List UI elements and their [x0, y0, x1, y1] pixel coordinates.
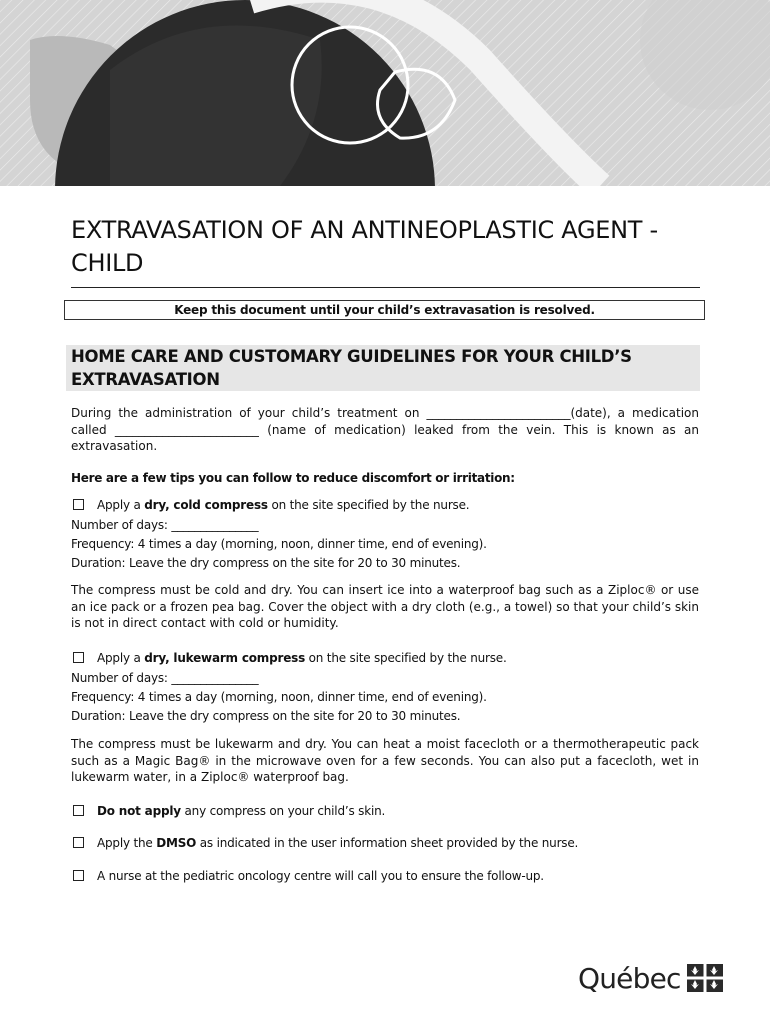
section-heading-box [66, 345, 700, 391]
no-compress-option[interactable]: Do not apply any compress on your child’s skin. [71, 803, 385, 819]
tips-heading: Here are a few tips you can follow to reduce discomfort or irritation: [71, 471, 515, 485]
dmso-option[interactable]: Apply the DMSO as indicated in the user information sheet provided by the nurse. [71, 835, 578, 851]
cold-days: Number of days: _______________ [71, 518, 259, 532]
title-divider [71, 287, 700, 288]
section-heading: HOME CARE AND CUSTOMARY GUIDELINES FOR YOUR CHILD’S EXTRAVASATION [71, 347, 632, 389]
document-title: EXTRAVASATION OF AN ANTINEOPLASTIC AGENT - CHILD [71, 216, 658, 277]
decorative-banner-graphic [0, 0, 770, 186]
intro-paragraph: During the administration of your child’s treatment on ________________________(date), a medication called ________________________ (name of medication) leaked from the vein. This is known as an extravasation. [71, 406, 699, 453]
cold-frequency: Frequency: 4 times a day (morning, noon, dinner time, end of evening). [71, 537, 487, 551]
cold-compress-option[interactable]: Apply a dry, cold compress on the site specified by the nurse. [71, 497, 469, 513]
warm-note: The compress must be lukewarm and dry. You can heat a moist facecloth or a thermotherapeutic pack such as a Magic Bag® in the microwave oven for a few seconds. You can also put a facecloth, wet in lukewarm water, in a Ziploc® waterproof bag. [71, 737, 699, 784]
followup-checkbox[interactable] [73, 870, 84, 881]
no-compress-label: Do not apply [97, 804, 181, 818]
warm-compress-option[interactable]: Apply a dry, lukewarm compress on the site specified by the nurse. [71, 650, 507, 666]
dmso-label: DMSO [156, 836, 197, 850]
quebec-wordmark: Québec [578, 961, 681, 995]
no-compress-checkbox[interactable] [73, 805, 84, 816]
warm-compress-checkbox[interactable] [73, 652, 84, 663]
cold-duration: Duration: Leave the dry compress on the site for 20 to 30 minutes. [71, 556, 461, 570]
header-banner [0, 0, 770, 186]
quebec-logo [578, 960, 723, 996]
warm-days: Number of days: _______________ [71, 671, 259, 685]
warm-compress-label: dry, lukewarm compress [144, 651, 306, 665]
cold-compress-label: dry, cold compress [144, 498, 268, 512]
warm-duration: Duration: Leave the dry compress on the site for 20 to 30 minutes. [71, 709, 461, 723]
warm-frequency: Frequency: 4 times a day (morning, noon, dinner time, end of evening). [71, 690, 487, 704]
followup-text: A nurse at the pediatric oncology centre will call you to ensure the follow-up. [97, 869, 544, 883]
followup-option[interactable] [71, 868, 544, 884]
cold-compress-checkbox[interactable] [73, 499, 84, 510]
fleur-de-lis-flag-icon [687, 964, 723, 992]
cold-note: The compress must be cold and dry. You can insert ice into a waterproof bag such as a Ziploc® or use an ice pack or a frozen pea bag. Cover the object with a dry cloth (e.g., a towel) so that your child’s skin is not in direct contact with cold or humidity. [71, 583, 699, 630]
dmso-checkbox[interactable] [73, 837, 84, 848]
keep-notice: Keep this document until your child’s extravasation is resolved. [64, 300, 705, 320]
